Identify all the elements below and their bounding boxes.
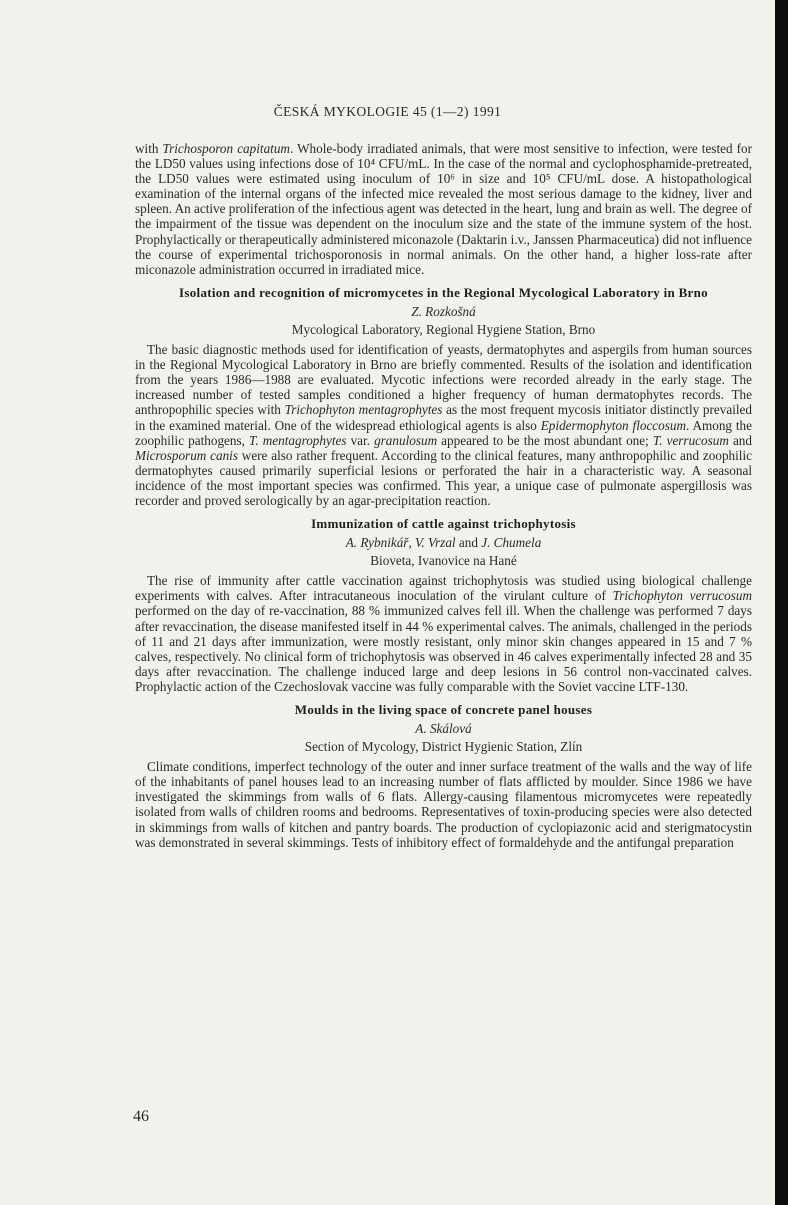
text-run: as the most frequent mycosis initiator distinctly prevailed in the examined material. One of the widespread ethiological agents is also xyxy=(135,402,752,433)
section-affiliation-immunization: Bioveta, Ivanovice na Hané xyxy=(370,553,517,569)
species-name: Trichophyton verrucosum xyxy=(612,588,752,604)
section-authors-immunization xyxy=(135,535,752,550)
text-run: . Among the zoophilic pathogens, xyxy=(135,417,752,448)
scan-edge xyxy=(775,0,788,1205)
species-name: granulosum xyxy=(374,432,438,448)
author-name: J. Chumela xyxy=(481,535,542,551)
page-body xyxy=(135,141,752,850)
species-name: T. mentagrophytes xyxy=(249,432,347,448)
author-separator: , xyxy=(408,535,416,551)
section-authors-isolation: Z. Rozkošná xyxy=(411,303,476,319)
section-title-immunization: Immunization of cattle against trichophytosis xyxy=(311,516,576,532)
species-name: Microsporum canis xyxy=(135,447,238,463)
text-run: with xyxy=(135,141,163,156)
section-affiliation-moulds: Section of Mycology, District Hygienic Station, Zlín xyxy=(304,739,583,755)
text-run: . Whole-body irradiated animals, that were most sensitive to infection, were tested for the LD50 values using infections dose of 10⁴ CFU/mL. In the case of the normal and cyclophosphamide-pretreated, the LD50 values were estimated using inoculum of 10⁶ in size and 10⁵ CFU/mL dose. A histopathological examination of the internal organs of the infected mice revealed the most serious damage to the kidney, liver and spleen. An active proliferation of the infectious agent was detected in the heart, lung and brain as well. The degree of the impairment of the tissue was dependent on the inoculum size and the state of the immune system of the host. Prophylactically or therapeutically administered miconazole (Daktarin i.v., Janssen Pharmaceutica) did not influence the course of experimental trichosporonosis in normal animals. On the other hand, a higher loss-rate after miconazole administration occurred in irradiated mice. xyxy=(135,141,753,277)
running-head: ČESKÁ MYKOLOGIE 45 (1—2) 1991 xyxy=(273,104,502,119)
species-name: Epidermophyton floccosum xyxy=(540,417,686,433)
text-run: and xyxy=(728,432,752,448)
page-number: 46 xyxy=(133,1108,149,1125)
text-run: The rise of immunity after cattle vaccination against trichophytosis was studied using biological challenge experiments with calves. After intracutaneous inoculation of the virulant culture of xyxy=(135,573,752,604)
section-title-isolation: Isolation and recognition of micromycetes in the Regional Mycological Laboratory in Brno xyxy=(179,284,708,300)
species-name: Trichophyton mentagrophytes xyxy=(284,402,443,418)
section-affiliation-isolation: Mycological Laboratory, Regional Hygiene Station, Brno xyxy=(291,321,596,337)
section-abstract-isolation xyxy=(135,342,752,508)
text-run: were also rather frequent. According to the clinical features, many anthropophilic and zoophilic dermatophytes caused primarily superficial lesions or perforated the hair in a characteristic way. A seasonal incidence of the most important species was confirmed. This year, a unique case of pulmonate aspergillosis was recorder and proved serologically by an agar-precipitation reaction. xyxy=(135,447,752,508)
author-separator: and xyxy=(455,535,482,551)
species-name: T. verrucosum xyxy=(652,432,729,448)
species-name: Trichosporon capitatum xyxy=(162,141,290,156)
top-paragraph xyxy=(135,141,752,277)
section-abstract-immunization xyxy=(135,573,752,694)
text-run: performed on the day of re-vaccination, 88 % immunized calves fell ill. When the challenge was performed 7 days after revaccination, the disease manifested itself in 44 % experimental calves. The animals, challenged in the periods of 11 and 21 days after immunization, were mostly resistant, only minor skin changes appeared in 15 and 7 % calves, respectively. No clinical form of trichophytosis was observed in 46 calves experimentally infected 28 and 35 days after revaccination. The challenge induced large and deep lesions in 56 control non-vaccinated calves. Prophylactic action of the Czechoslovak vaccine was fully comparable with the Soviet vaccine LTF-130. xyxy=(135,603,752,694)
author-name: A. Rybnikář xyxy=(345,535,409,551)
section-abstract-moulds: Climate conditions, imperfect technology of the outer and inner surface treatment of the walls and the way of life of the inhabitants of panel houses lead to an increasing number of flats afflicted by moulder. Since 1986 we have investigated the skimmings from walls of 6 flats. Allergy-causing filamentous micromycetes were repeatedly isolated from walls of children rooms and bedrooms. Representatives of toxin-producing species were also detected in skimmings from walls of kitchen and pantry boards. The production of cyclopiazonic acid and sterigmatocystin was demonstrated in several skimmings. Tests of inhibitory effect of formaldehyde and the antifungal preparation xyxy=(135,759,752,850)
text-run: The basic diagnostic methods used for identification of yeasts, dermatophytes and aspergils from human sources in the Regional Mycological Laboratory in Brno are briefly commented. Results of the isolation and identification from the years 1986—1988 are evaluated. Mycotic infections were recorded already in the early stage. The increased number of tested samples conditioned a higher frequency of human dermatophytes records. The anthropophilic species with xyxy=(135,342,752,418)
section-title-moulds: Moulds in the living space of concrete panel houses xyxy=(294,702,593,717)
text-run: appeared to be the most abundant one; xyxy=(437,432,653,448)
text-run: var. xyxy=(346,432,375,448)
section-authors-moulds: A. Skálová xyxy=(415,721,472,736)
author-name: V. Vrzal xyxy=(415,535,456,551)
